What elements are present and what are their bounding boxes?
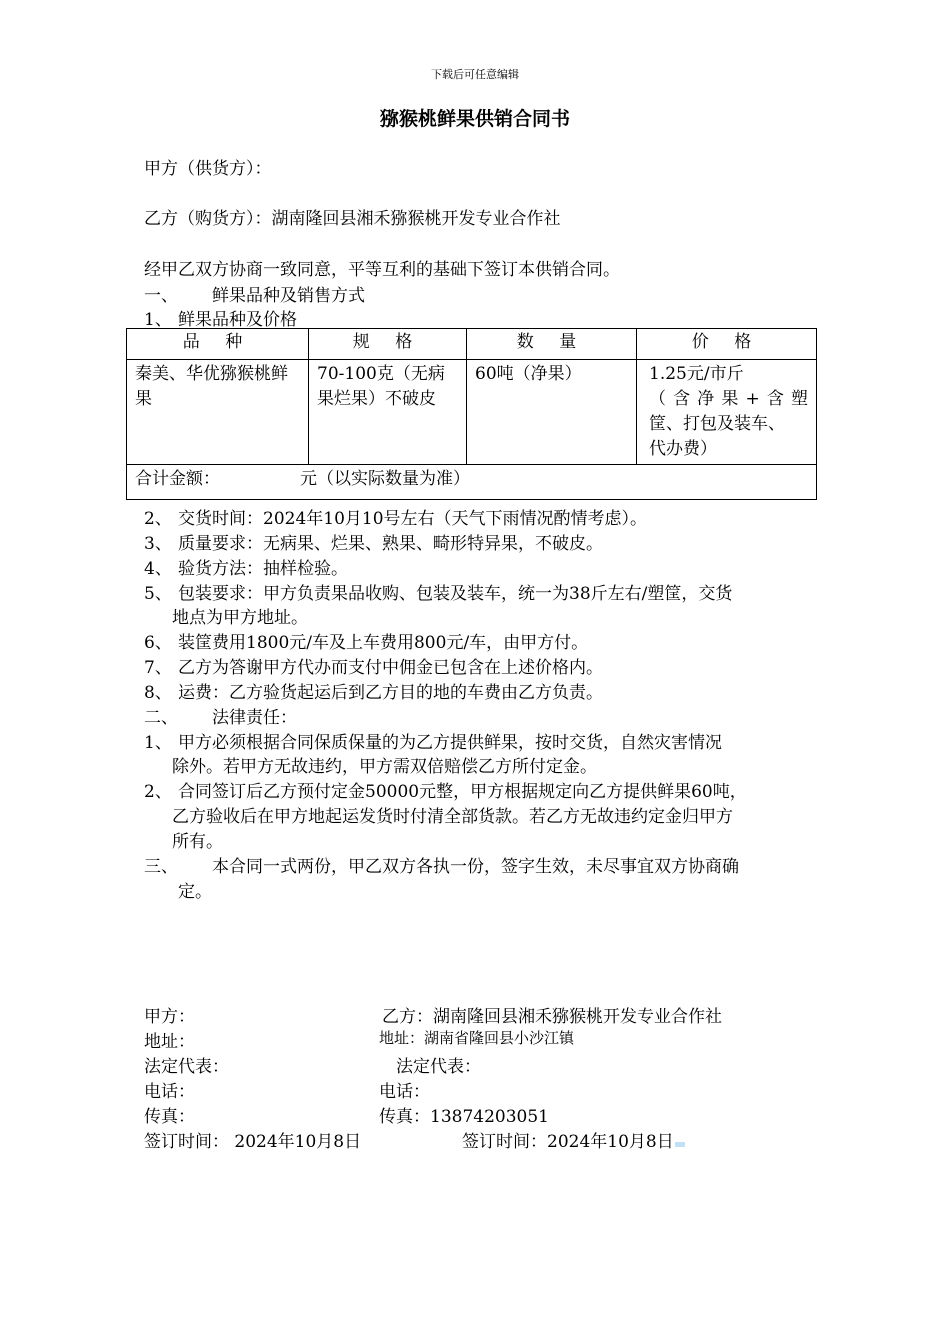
price-line-2: （ 含 净 果 + 含 塑 — [649, 389, 808, 409]
price-line-4: 代办费） — [649, 439, 717, 459]
signature-party-b: 乙方：湖南隆回县湘禾猕猴桃开发专业合作社 — [382, 1007, 722, 1027]
section-number: 一、 — [144, 286, 178, 306]
signature-date-b: 签订时间：2024年10月8日 — [462, 1127, 685, 1152]
table-header-row — [127, 329, 817, 360]
total-label: 合计金额： — [135, 469, 220, 489]
list-item-continuation: 所有。 — [172, 832, 223, 852]
price-line-1: 1.25元/市斤 — [649, 364, 744, 384]
subsection-1-heading — [144, 305, 297, 330]
product-price-table — [126, 328, 817, 500]
cell-quantity: 60吨（净果） — [467, 360, 637, 465]
signature-fax-b: 传真：13874203051 — [379, 1107, 549, 1127]
list-item: 6、 装筐费用1800元/车及上车费用800元/车，由甲方付。 — [144, 633, 589, 653]
header-note: 下载后可任意编辑 — [431, 68, 519, 81]
section-2-heading: 二、 法律责任： — [144, 708, 297, 728]
list-item: 2、 交货时间：2024年10月10号左右（天气下雨情况酌情考虑）。 — [144, 509, 648, 529]
item-number: 1、 — [144, 310, 172, 330]
intro-paragraph: 经甲乙双方协商一致同意，平等互利的基础下签订本供销合同。 — [144, 260, 620, 280]
signature-phone-a: 电话： — [144, 1082, 195, 1102]
table-total-row — [127, 465, 817, 500]
total-value: 元（以实际数量为准） — [300, 469, 470, 489]
signature-phone-b: 电话： — [379, 1082, 430, 1102]
list-item-continuation: 乙方验收后在甲方地起运发货时付清全部货款。若乙方无故违约定金归甲方 — [172, 807, 733, 827]
header-cell-quantity: 数 量 — [467, 329, 637, 360]
list-item: 7、 乙方为答谢甲方代办而支付中佣金已包含在上述价格内。 — [144, 658, 603, 678]
header-cell-price: 价 格 — [637, 329, 817, 360]
price-line-3: 筐、打包及装车、 — [649, 414, 785, 434]
header-cell-variety: 品 种 — [127, 329, 309, 360]
cell-total — [127, 465, 817, 500]
list-item: 8、 运费：乙方验货起运后到乙方目的地的车费由乙方负责。 — [144, 683, 603, 703]
section-1-heading — [144, 281, 365, 306]
signature-rep-a: 法定代表： — [144, 1057, 229, 1077]
header-cell-spec: 规 格 — [309, 329, 467, 360]
signature-date-a: 签订时间： 2024年10月8日 — [144, 1132, 362, 1152]
item-text: 鲜果品种及价格 — [178, 310, 297, 330]
list-item: 5、 包装要求：甲方负责果品收购、包装及装车，统一为38斤左右/塑筐，交货 — [144, 584, 733, 604]
cell-spec: 70-100克（无病果烂果）不破皮 — [309, 360, 467, 465]
signature-fax-a: 传真： — [144, 1107, 195, 1127]
list-item: 4、 验货方法：抽样检验。 — [144, 559, 348, 579]
table-row — [127, 360, 817, 465]
party-b-line: 乙方（购货方）：湖南隆回县湘禾猕猴桃开发专业合作社 — [144, 209, 561, 229]
signature-address-a: 地址： — [144, 1032, 195, 1052]
list-item-continuation: 除外。若甲方无故违约，甲方需双倍赔偿乙方所付定金。 — [172, 757, 597, 777]
list-item: 3、 质量要求：无病果、烂果、熟果、畸形特异果，不破皮。 — [144, 534, 603, 554]
list-item: 2、 合同签订后乙方预付定金50000元整，甲方根据规定向乙方提供鲜果60吨， — [144, 782, 747, 802]
signature-address-b: 地址：湖南省隆回县小沙江镇 — [379, 1029, 575, 1047]
list-item-continuation: 地点为甲方地址。 — [172, 608, 308, 628]
section-3-heading: 三、 本合同一式两份，甲乙双方各执一份，签字生效，未尽事宜双方协商确 — [144, 857, 739, 877]
section-title: 鲜果品种及销售方式 — [212, 286, 365, 306]
document-title: 猕猴桃鲜果供销合同书 — [379, 108, 570, 130]
text-cursor-mark — [675, 1142, 685, 1147]
party-a-line: 甲方（供货方）： — [144, 159, 272, 179]
section-3-continuation: 定。 — [178, 882, 212, 902]
cell-price — [637, 360, 817, 465]
signature-party-a: 甲方： — [144, 1007, 195, 1027]
signature-rep-b: 法定代表： — [396, 1057, 481, 1077]
list-item: 1、 甲方必须根据合同保质保量的为乙方提供鲜果，按时交货，自然灾害情况 — [144, 733, 722, 753]
cell-variety: 秦美、华优猕猴桃鲜果 — [127, 360, 309, 465]
